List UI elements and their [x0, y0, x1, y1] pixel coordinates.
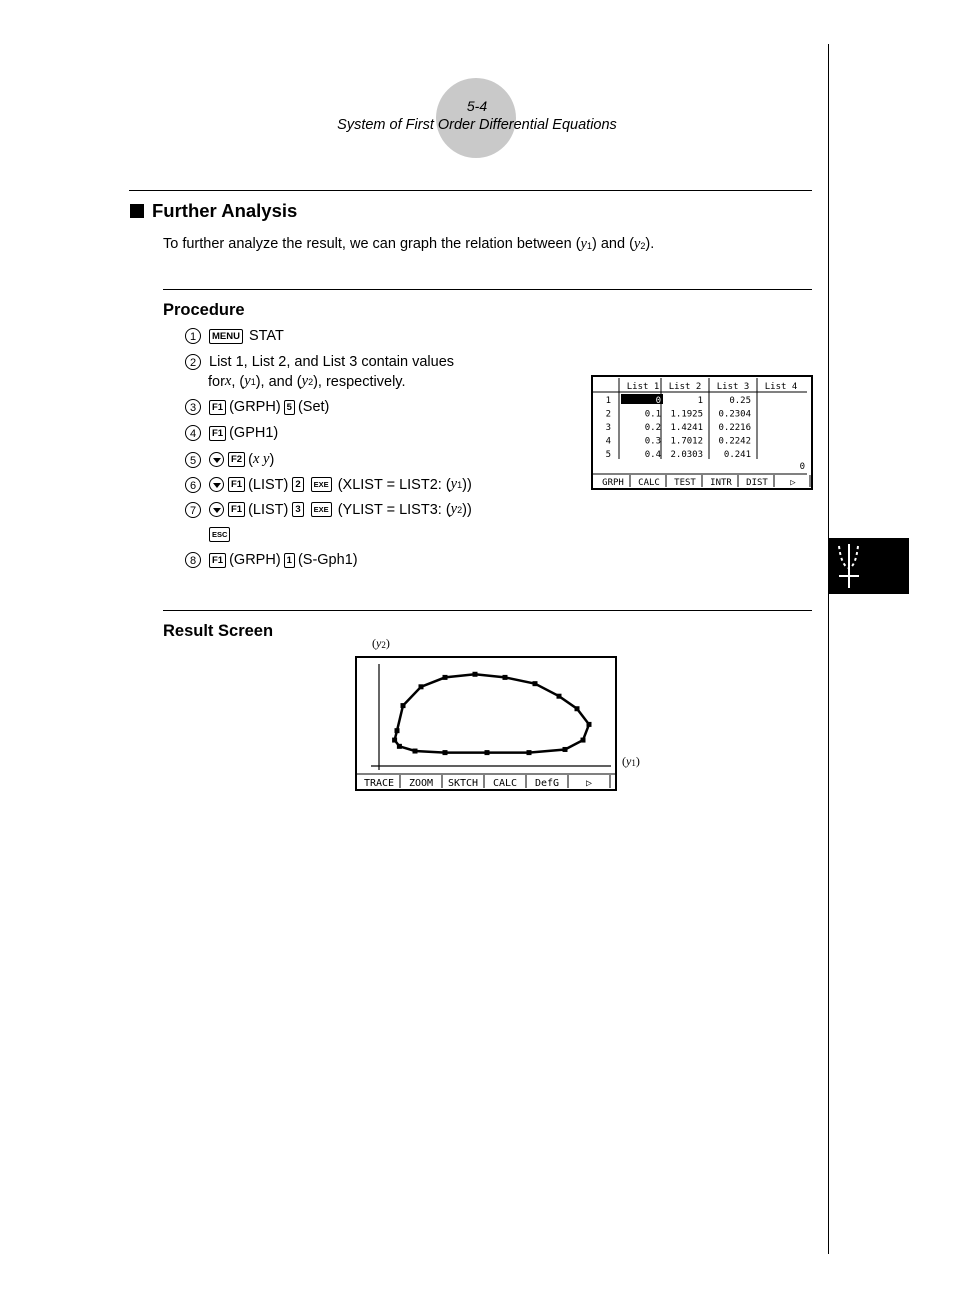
- list-editor-svg: [593, 377, 811, 488]
- data-point: [443, 750, 448, 755]
- step-3: 3 F1 (GRPH) 5 (Set): [185, 399, 329, 415]
- f1-key-icon: F1: [228, 502, 245, 517]
- row-number: 4: [605, 436, 611, 447]
- graph-menu-item[interactable]: ▷: [585, 778, 593, 789]
- list-cell: 0.3: [644, 436, 661, 447]
- data-point: [419, 684, 424, 689]
- data-point: [395, 728, 400, 733]
- data-point: [581, 738, 586, 743]
- step-4: 4 F1 (GPH1): [185, 425, 278, 441]
- list-header: List 1: [626, 382, 660, 392]
- section-rule: [129, 190, 812, 191]
- step-number: 3: [185, 399, 201, 415]
- cell-value: 0: [799, 462, 805, 472]
- graph-menu-item[interactable]: ZOOM: [408, 778, 434, 789]
- data-point: [485, 750, 490, 755]
- procedure-heading: Procedure: [163, 301, 245, 319]
- data-point: [413, 749, 418, 754]
- menu-key-icon: MENU: [209, 329, 243, 344]
- y2-axis-label: $(y_2)$: [372, 636, 390, 650]
- digit-key-icon: 3: [292, 502, 303, 517]
- step-8: 8 F1 (GRPH) 1 (S-Gph1): [185, 552, 358, 568]
- cursor-down-key-icon: [209, 502, 224, 517]
- cursor-down-key-icon: [209, 452, 224, 467]
- list-cell: 0.241: [723, 450, 751, 460]
- section-title: [130, 200, 297, 222]
- chapter-tab: [829, 538, 909, 594]
- data-point: [397, 744, 402, 749]
- list-menu-item[interactable]: GRPH: [602, 478, 624, 488]
- step-7-esc: [209, 527, 233, 542]
- list-menu-item[interactable]: ▷: [790, 478, 796, 488]
- row-number: 3: [605, 423, 611, 433]
- list-header: List 2: [668, 382, 702, 392]
- list-menu-item[interactable]: DIST: [746, 478, 768, 488]
- list-cell: 0.2216: [718, 423, 751, 433]
- procedure-rule: [163, 289, 812, 290]
- digit-key-icon: 2: [292, 477, 303, 492]
- row-number: 1: [605, 396, 611, 406]
- data-point: [473, 672, 478, 677]
- result-heading: Result Screen: [163, 622, 274, 640]
- trajectory-curve: [395, 674, 589, 752]
- list-editor-screen: [591, 375, 813, 490]
- graph-menu-item[interactable]: DefG: [534, 778, 560, 789]
- list-cell: 0.2304: [718, 409, 751, 420]
- list-cell: 1: [697, 396, 703, 406]
- step-text: STAT: [248, 328, 284, 344]
- data-point: [527, 750, 532, 755]
- list-cell: 0.1: [644, 409, 661, 420]
- graph-menu-item[interactable]: SKTCH: [447, 778, 479, 789]
- step-number: 8: [185, 552, 201, 568]
- list-menu-item[interactable]: INTR: [710, 478, 732, 488]
- list-header: List 4: [764, 382, 798, 392]
- data-point: [443, 675, 448, 680]
- graph-menu-item[interactable]: TRACE: [363, 778, 395, 789]
- step-1: [185, 328, 284, 344]
- list-cell: 0.2242: [718, 436, 751, 447]
- step-number: 1: [185, 328, 201, 344]
- step-7: 7 F1 (LIST) 3 EXE (YLIST = LIST3: ( y 2 )): [185, 501, 472, 518]
- list-cell: 2.0303: [670, 450, 703, 460]
- row-number: 5: [605, 450, 611, 460]
- digit-key-icon: 5: [284, 400, 295, 415]
- intro-text: To further analyze the result, we can graph the relation between $(y_1)$ and $(y_2)$.: [163, 236, 655, 252]
- data-point: [575, 706, 580, 711]
- list-menu-item[interactable]: CALC: [638, 478, 660, 488]
- graph-menu-item[interactable]: CALC: [492, 778, 518, 789]
- list-menu-item[interactable]: TEST: [674, 478, 696, 488]
- page-subtitle: System of First Order Differential Equations: [337, 117, 617, 133]
- step-6: 6 F1 (LIST) 2 EXE (XLIST = LIST2: ( y 1 )): [185, 476, 472, 493]
- digit-key-icon: 1: [284, 553, 295, 568]
- step-5: 5 F2 ( x y ): [185, 451, 274, 468]
- step-2: [185, 354, 454, 370]
- data-point: [401, 703, 406, 708]
- section-bullet-icon: [130, 204, 144, 218]
- list-cell: 1.1925: [670, 409, 703, 420]
- esc-key-icon: ESC: [209, 527, 230, 542]
- data-point: [587, 722, 592, 727]
- stat-tab-icon: [829, 538, 909, 594]
- y1-axis-label: $(y_1)$: [622, 754, 640, 768]
- list-header: List 3: [716, 382, 750, 392]
- list-cell: 0: [655, 396, 661, 406]
- step-2-line2: for x , ( y 1 ), and ( y 2 ), respectively.: [208, 373, 406, 390]
- data-point: [503, 675, 508, 680]
- page-number: 5-4: [466, 98, 488, 114]
- f1-key-icon: F1: [228, 477, 245, 492]
- step-number: 5: [185, 452, 201, 468]
- data-point: [563, 747, 568, 752]
- graph-svg: [357, 658, 615, 789]
- list-cell: 0.25: [729, 396, 751, 406]
- f2-key-icon: F2: [228, 452, 245, 467]
- list-cell: 1.7012: [670, 436, 703, 447]
- step-text: List 1, List 2, and List 3 contain values: [209, 354, 455, 370]
- row-number: 2: [605, 409, 611, 420]
- f1-key-icon: F1: [209, 400, 226, 415]
- list-cell: 0.4: [644, 450, 661, 460]
- list-cell: 0.2: [644, 423, 661, 433]
- page-edge-rule: [828, 44, 829, 1254]
- list-cell: 1.4241: [670, 423, 703, 433]
- data-point: [557, 694, 562, 699]
- step-number: 4: [185, 425, 201, 441]
- section-title-text: Further Analysis: [152, 200, 298, 221]
- f1-key-icon: F1: [209, 553, 226, 568]
- exe-key-icon: EXE: [311, 477, 332, 492]
- step-number: 6: [185, 477, 201, 493]
- step-number: 7: [185, 502, 201, 518]
- cursor-down-key-icon: [209, 477, 224, 492]
- result-rule: [163, 610, 812, 611]
- exe-key-icon: EXE: [311, 502, 332, 517]
- graph-screen: [355, 656, 617, 791]
- f1-key-icon: F1: [209, 426, 226, 441]
- step-number: 2: [185, 354, 201, 370]
- data-point: [392, 738, 397, 743]
- data-point: [533, 681, 538, 686]
